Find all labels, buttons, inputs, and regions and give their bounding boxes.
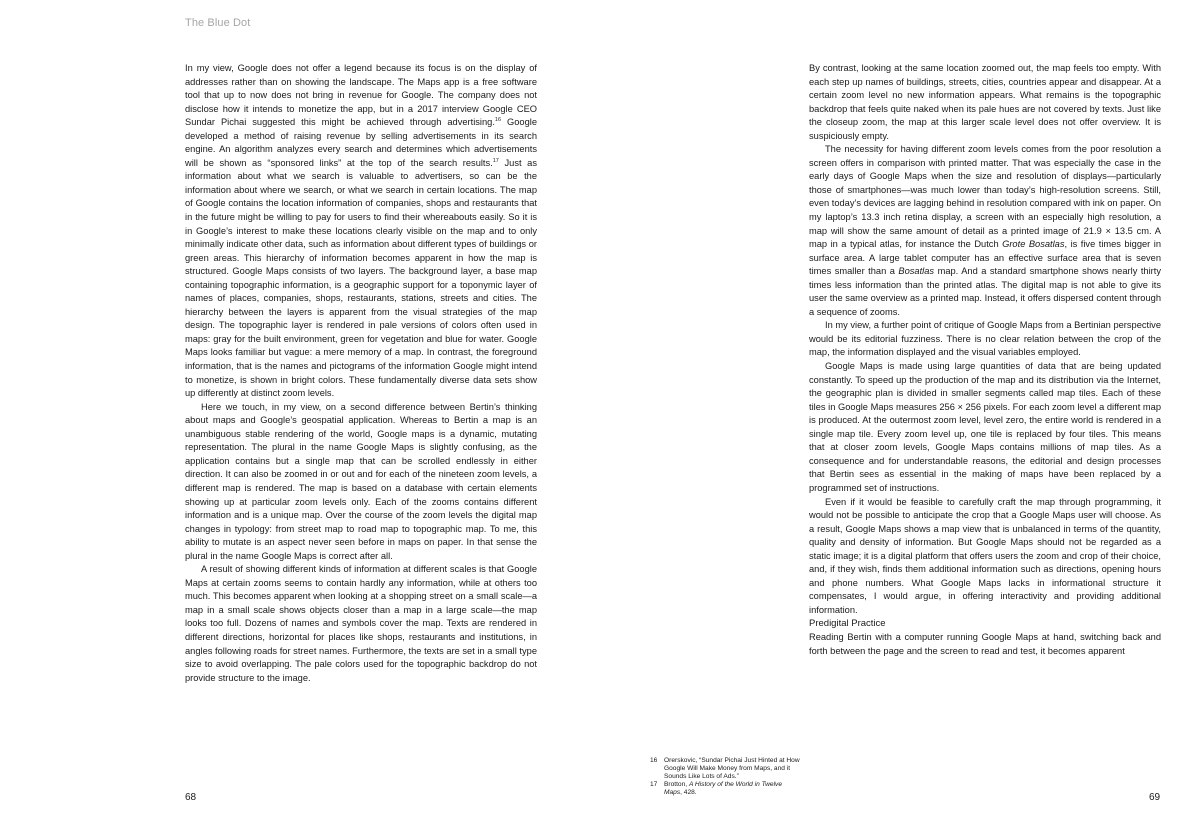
- paragraph-text: , is five times bigger in surface area. A large tablet computer has an effective surface area that is seven times smaller than a: [809, 239, 1161, 277]
- paragraph-text: Google developed a method of raising revenue by selling advertisements in its search engine. An algorithm analyzes every search and determines which advertisements will be shown as “sponsored links” at the top of the search results.: [185, 117, 537, 168]
- book-title: Grote Bosatlas: [1002, 239, 1065, 250]
- footnote-ref: 16: [494, 117, 502, 124]
- footnotes: [650, 757, 800, 797]
- footnote: [650, 757, 800, 781]
- paragraph: Reading Bertin with a computer running Google Maps at hand, switching back and forth between the page and the screen to read and test, it becomes apparent: [809, 631, 1161, 656]
- paragraph: Here we touch, in my view, on a second difference between Bertin’s thinking about maps and Google’s geospatial application. Whereas to Bertin a map is an unambiguous stable rendering of the world, Google maps is a dynamic, mutating representation. The plural in the name Google Maps is slightly confusing, as the application contains but a single map that can be scrolled endlessly in either direction. It can also be zoomed in or out and for each of the nineteen zoom levels, a different map is rendered. The map is based on a database with certain elements showing up at particular zoom levels only. Each of the zooms contains different information and is a unique map. Over the course of the zoom levels the digital map changes in typology: from street map to road map to topographic map. To me, this ability to mutate is an aspect never seen before in maps on paper. In that sense the plural in the name Google Maps is correct after all.: [185, 401, 537, 561]
- page-number-left: 68: [185, 792, 197, 803]
- paragraph: A result of showing different kinds of information at different scales is that Google Maps at certain zooms seems to contain hardly any information, while at others too much. This becomes apparent when looking at a shopping street on a small scale—a map in a small scale shows objects closer than a map in a large scale—the map looks too full. Dozens of names and symbols cover the map. Texts are rendered in different directions, horizontal for places like shops, restaurants and institutions, in angles following roads for street names. Furthermore, the texts are set in a small type size to avoid overlapping. The pale colors used for the topographic backdrop do not provide structure to the image.: [185, 564, 537, 683]
- paragraph: In my view, a further point of critique of Google Maps from a Bertinian perspective would be its editorial fuzziness. There is no clear relation between the crop of the map, the information displayed and the visual variables employed.: [809, 320, 1161, 358]
- paragraph-text: In my view, Google does not offer a legend because its focus is on the display of addresses rather than on showing the landscape. The Maps app is a free software tool that up to now does not bring in revenue for Google. The company does not disclose how it intends to monetize the app, but in a 2017 interview Google CEO Sundar Pichai suggested this might be achieved through advertising.: [185, 63, 537, 128]
- section-heading: Predigital Practice: [809, 618, 886, 630]
- paragraph-text: map. And a standard smartphone shows nearly thirty times less information than the printed atlas. The digital map is not able to give its user the same overview as a printed map. Instead, it offers dispersed content through a sequence of zooms.: [809, 266, 1161, 317]
- footnote-ref: 17: [492, 157, 499, 164]
- paragraph: Even if it would be feasible to carefully craft the map through programming, it would not be possible to anticipate the crop that a Google Maps user will choose. As a result, Google Maps shows a map view that is unbalanced in terms of the quantity, quality and density of information. But Google Maps should not be regarded as a static image; it is a digital platform that offers users the zoom and crop of their choice, and, if they wish, finds them additional information such as directions, opening hours and phone numbers. What Google Maps lacks in informational structure it compensates, I would argue, in offering interactivity and providing additional information.: [809, 496, 1161, 615]
- footnote-text-part: Brotton,: [664, 781, 689, 788]
- book-title: Bosatlas: [898, 266, 935, 277]
- paragraph-text: Just as information about what we search is valuable to advertisers, so can be the information about where we search, or what we search in certain locations. The map of Google contains the location information of companies, shops and restaurants that in the future might be willing to pay for users to find their whereabouts easily. So it is in Google’s interest to make these locations clearly visible on the map and to only minimally indicate other data, such as information about different types of buildings or green areas. This hierarchy of information becomes apparent in how the map is structured. Google Maps consists of two layers. The background layer, a base map containing topographic information, is a geographic support for a toponymic layer of names of places, companies, shops, restaurants, stations, streets and cities. The hierarchy between the layers is apparent from the visual strategies of the map design. The topographic layer is rendered in pale versions of colors often used in maps: gray for the built environment, green for vegetation and blue for water. Google Maps looks familiar but vague: a mere memory of a map. In contrast, the foreground information, that is the names and pictograms of the information Google might intend to monetize, is shown in bright colors. These fundamentally diverse data sets show up differently at distinct zoom levels.: [185, 157, 537, 399]
- paragraph: [185, 62, 537, 401]
- footnote-text: Orerskovic, “Sundar Pichai Just Hinted at How Google Will Make Money from Maps, and it Sounds Like Lots of Ads.”: [664, 757, 800, 780]
- paragraph-text: The necessity for having different zoom levels comes from the poor resolution a screen offers in comparison with printed matter. That was especially the case in the early days of Google Maps when the size and resolution of displays—particularly those of smartphones—was much lower than today’s high-resolution screens. Still, even today’s devices are lagging behind in resolution compared with ink on paper. On my laptop’s 13.3 inch retina display, a screen with an especially high resolution, a map will show the same amount of detail as a printed image of 21.9 × 13.5 cm. A map in a typical atlas, for instance the Dutch: [809, 144, 1161, 250]
- footnote-number: 16: [650, 757, 658, 764]
- paragraph: By contrast, looking at the same location zoomed out, the map feels too empty. With each step up names of buildings, streets, cities, countries appear and disappear. At a certain zoom level no new information appears. What remains is the topographic backdrop that feels quite naked when its pale hues are not covered by texts. Just like the closeup zoom, the map at this larger scale level does not offer overview. It is suspiciously empty.: [809, 63, 1161, 141]
- page-number-right: 69: [1149, 792, 1161, 803]
- left-text-column: [185, 62, 537, 685]
- paragraph: Google Maps is made using large quantities of data that are being updated constantly. To speed up the production of the map and its distribution via the Internet, the geographic plan is divided in smaller segments called map tiles. Each of these tiles in Google Maps measures 256 × 256 pixels. For each zoom level a different map is produced. At the outermost zoom level, level zero, the entire world is rendered in a single map tile. Every zoom level up, one tile is replaced by four tiles. This means that at closer zoom levels, Google Maps contains millions of map tiles. As a consequence and for understandable reasons, the editorial and design processes that Bertin sees as essential in the making of maps have been replaced by a programmed set of instructions.: [809, 361, 1161, 493]
- footnote: [650, 781, 800, 797]
- book-title: A History of the World in Twelve Maps: [664, 781, 783, 796]
- footnote-text-part: , 428.: [680, 789, 697, 796]
- paragraph: [809, 143, 1161, 319]
- right-text-column: [809, 62, 1161, 658]
- running-head: The Blue Dot: [185, 17, 251, 29]
- footnote-text: [664, 781, 800, 797]
- footnote-number: 17: [650, 781, 658, 788]
